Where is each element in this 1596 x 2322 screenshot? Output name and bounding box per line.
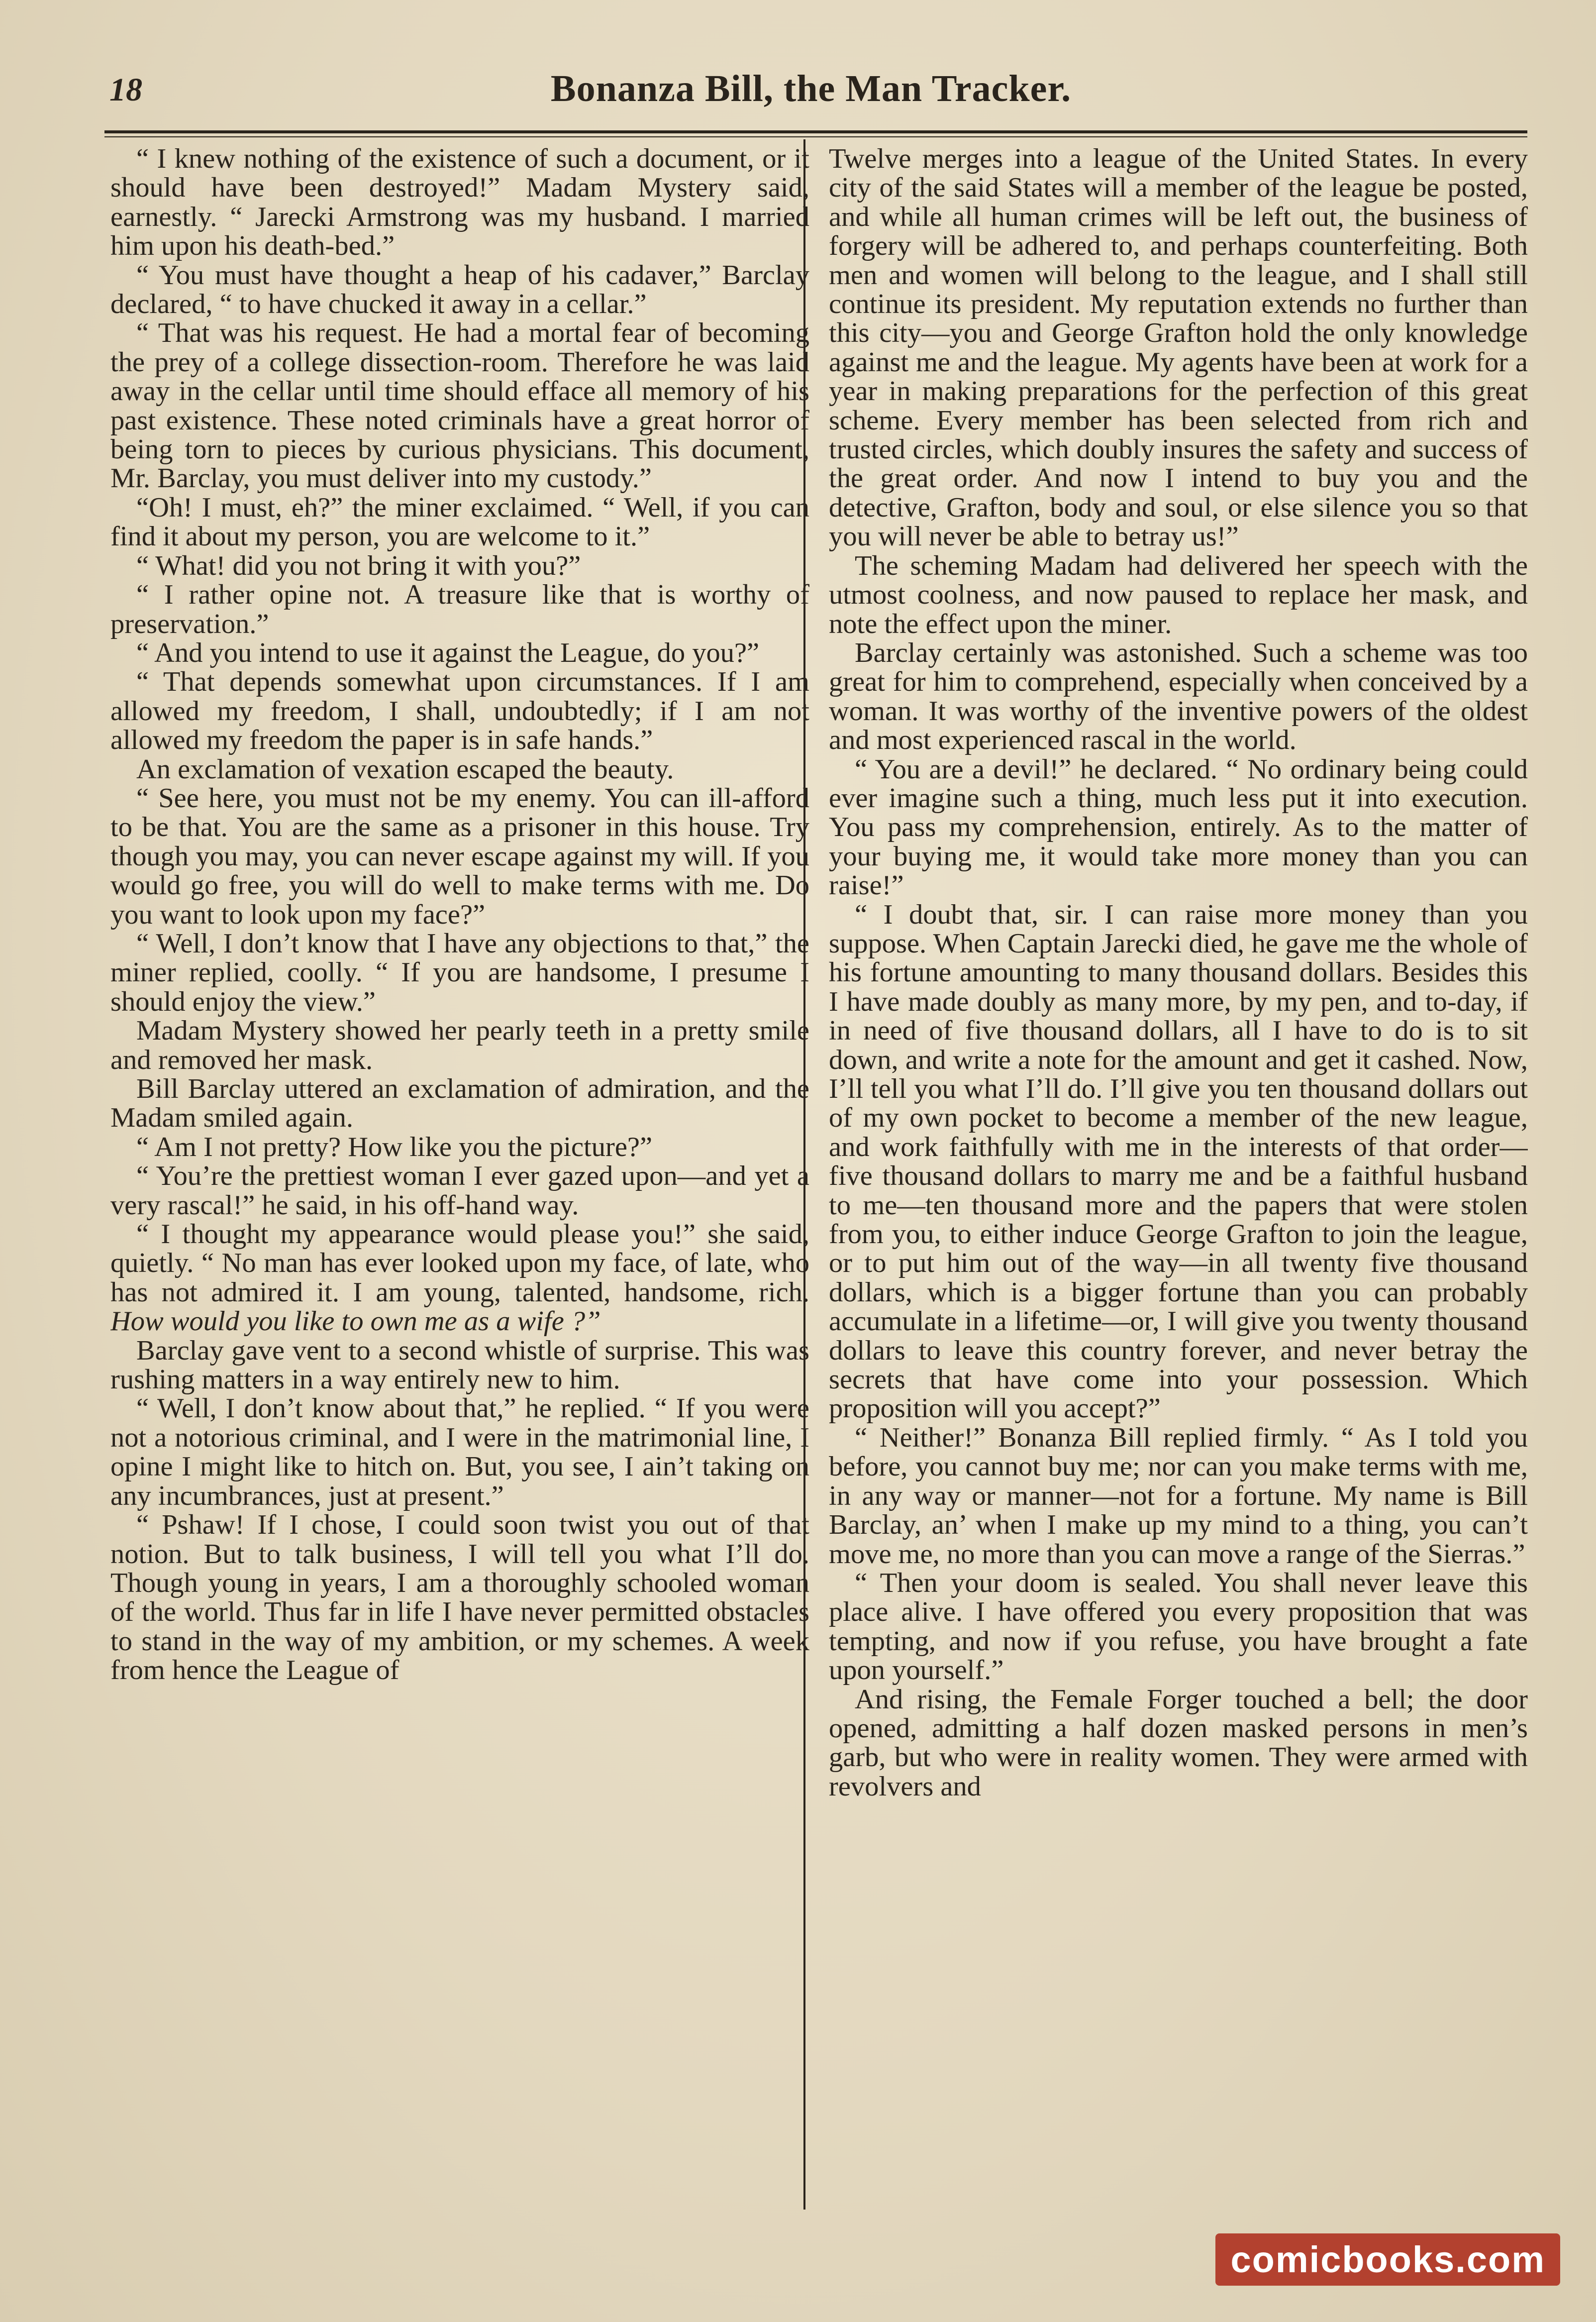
paragraph-text: “ I thought my appearance would please you!” she said, quietly. “ No man has ever looked upon my face, of late, who has not admired it. I am young, talented, handsome, rich. <box>110 1219 809 1308</box>
paragraph: Twelve merges into a league of the United States. In every city of the said States will a member of the league be posted, and while all human crimes will be left out, the business of forgery will be adhered to, and perhaps counterfeiting. Both men and women will belong to the league, and I shall still continue its president. My reputation extends no further than this city—you and George Grafton hold the only knowledge against me and the league. My agents have been at work for a year in making preparations for the perfection of this great scheme. Every member has been selected from rich and trusted circles, which doubly insures the safety and success of the great order. And now I intend to buy you and the detective, Grafton, body and soul, or else silence you so that you will never be able to betray us!” <box>829 144 1528 552</box>
page-number: 18 <box>109 72 142 108</box>
paragraph: “ Well, I don’t know that I have any objections to that,” the miner replied, coolly. “ If you are handsome, I presume I should enjoy the view.” <box>110 928 809 1017</box>
left-column <box>110 144 809 2195</box>
paragraph: “ That depends somewhat upon circumstances. If I am allowed my freedom, I shall, undoubtedly; if I am not allowed my freedom the paper is in safe hands.” <box>110 666 809 756</box>
header-rule <box>104 130 1527 133</box>
paragraph: And rising, the Female Forger touched a bell; the door opened, admitting a half dozen masked persons in men’s garb, but who were in reality women. They were armed with revolvers and <box>829 1684 1528 1802</box>
paragraph: An exclamation of vexation escaped the beauty. <box>136 753 674 785</box>
paragraph: “ I knew nothing of the existence of such a document, or it should have been destroyed!” Madam Mystery said, earnestly. “ Jarecki Armstrong was my husband. I married him upon his death-bed.” <box>110 144 809 262</box>
paragraph: Madam Mystery showed her pearly teeth in a pretty smile and removed her mask. <box>110 1015 809 1075</box>
watermark: comicbooks.com <box>1215 2233 1560 2286</box>
paragraph: “ What! did you not bring it with you?” <box>136 550 581 581</box>
italic-text: How would you like to own me as a wife ?” <box>110 1306 601 1337</box>
paragraph: “ Am I not pretty? How like you the picture?” <box>136 1131 653 1162</box>
header-rule-thin <box>104 136 1527 137</box>
running-title: Bonanza Bill, the Man Tracker. <box>550 68 1072 109</box>
paragraph: “ You are a devil!” he declared. “ No ordinary being could ever imagine such a thing, much less put it into execution. You pass my comprehension, entirely. As to the matter of your buying me, it would take more money than you can raise!” <box>829 753 1528 901</box>
paragraph: “ That was his request. He had a mortal fear of becoming the prey of a college dissection-room. Therefore he was laid away in the cellar until time should efface all memory of his past existence. These noted criminals have a great horror of being torn to pieces by curious physicians. This document, Mr. Barclay, you must deliver into my custody.” <box>110 317 809 494</box>
paragraph: The scheming Madam had delivered her speech with the utmost coolness, and now paused to replace her mask, and note the effect upon the miner. <box>829 550 1528 639</box>
paragraph: Bill Barclay uttered an exclamation of admiration, and the Madam smiled again. <box>110 1073 809 1134</box>
paragraph: “ You’re the prettiest woman I ever gazed upon—and yet a very rascal!” he said, in his off-hand way. <box>110 1161 809 1221</box>
paragraph: “ Neither!” Bonanza Bill replied firmly. “ As I told you before, you cannot buy me; nor can you make terms with me, in any way or manner—not for a fortune. My name is Bill Barclay, an’ when I make up my mind to a thing, you can’t move me, no more than you can move a range of the Sierras.” <box>829 1422 1528 1570</box>
paragraph: “ Well, I don’t know about that,” he replied. “ If you were not a notorious criminal, and I were in the matrimonial line, I opine I might like to hitch on. But, you see, I ain’t taking on any incumbrances, just at present.” <box>110 1393 809 1511</box>
paragraph: “ See here, you must not be my enemy. You can ill-afford to be that. You are the same as a prisoner in this house. Try though you may, you can never escape against my will. If you would go free, you will do well to make terms with me. Do you want to look upon my face?” <box>110 782 809 930</box>
paragraph: Barclay gave vent to a second whistle of surprise. This was rushing matters in a way entirely new to him. <box>110 1335 809 1395</box>
paragraph: “ You must have thought a heap of his cadaver,” Barclay declared, “ to have chucked it away in a cellar.” <box>110 259 809 320</box>
page-header <box>100 67 1522 122</box>
paragraph: “ I doubt that, sir. I can raise more money than you suppose. When Captain Jarecki died, he gave me the whole of his fortune amounting to many thousand dollars. Besides this I have made doubly as many more, by my pen, and to-day, if in need of five thousand dollars, all I have to do is to sit down, and write a note for the amount and get it cashed. Now, I’ll tell you what I’ll do. I’ll give you ten thousand dollars out of my own pocket to become a member of the new league, and work faithfully with me in the interests of that order—five thousand dollars to marry me and be a faithful husband to me—ten thousand more and the papers that were stolen from you, to either induce George Grafton to join the league, or to put him out of the way—in all twenty five thousand dollars, which is a bigger fortune than you can probably accumulate in a lifetime—or, I will give you twenty thousand dollars to leave this country forever, and never betray the secrets that have come into your possession. Which proposition will you accept?” <box>829 899 1528 1424</box>
right-column <box>829 144 1528 2195</box>
paragraph: “Oh! I must, eh?” the miner exclaimed. “ Well, if you can find it about my person, you are welcome to it.” <box>110 492 809 552</box>
paragraph: Barclay certainly was astonished. Such a scheme was too great for him to comprehend, especially when conceived by a woman. It was worthy of the inventive powers of the oldest and most experienced rascal in the world. <box>829 637 1528 756</box>
paragraph <box>110 1220 809 1336</box>
paragraph: “ I rather opine not. A treasure like that is worthy of preservation.” <box>110 579 809 639</box>
paragraph: “ And you intend to use it against the League, do you?” <box>136 637 760 668</box>
paragraph: “ Then your doom is sealed. You shall never leave this place alive. I have offered you every proposition that was tempting, and now if you refuse, you have brought a fate upon yourself.” <box>829 1567 1528 1686</box>
column-divider <box>803 139 805 2210</box>
paragraph: “ Pshaw! If I chose, I could soon twist you out of that notion. But to talk business, I will tell you what I’ll do. Though young in years, I am a thoroughly schooled woman of the world. Thus far in life I have never permitted obstacles to stand in the way of my ambition, or my schemes. A week from hence the League of <box>110 1509 809 1686</box>
